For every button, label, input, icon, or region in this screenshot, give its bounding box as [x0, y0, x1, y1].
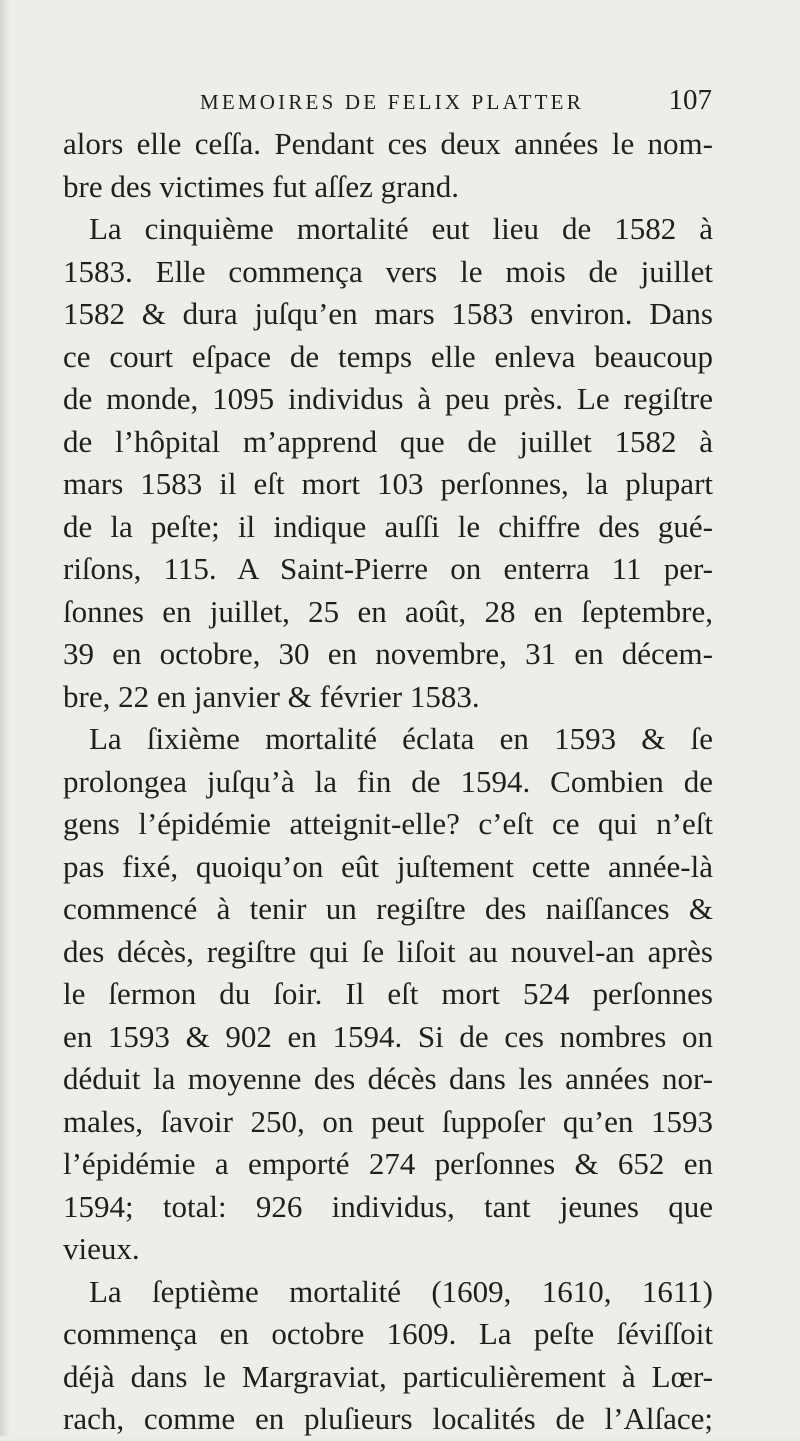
text-line: pas fixé, quoiqu’on eût juſtement cette année-là — [63, 848, 713, 884]
text-line: males, ſavoir 250, on peut ſuppoſer qu’en 1593 — [63, 1103, 713, 1139]
text-line: le ſermon du ſoir. Il eſt mort 524 perſonnes — [63, 976, 713, 1011]
body-text — [63, 123, 713, 1441]
running-head-title: MEMOIRES DE FELIX PLATTER — [200, 90, 584, 114]
text-line: bre des victimes fut aſſez grand. — [63, 168, 459, 204]
text-line: ce court eſpace de temps elle enleva beaucoup — [63, 338, 713, 374]
text-line: en 1593 & 902 en 1594. Si de ces nombres on — [63, 1018, 713, 1054]
text-line: de monde, 1095 individus à peu près. Le regiſtre — [63, 381, 713, 416]
text-line: déduit la moyenne des décès dans les années nor- — [63, 1061, 713, 1096]
text-line: prolongea juſqu’à la fin de 1594. Combien de — [63, 763, 713, 799]
text-line: 1582 & dura juſqu’en mars 1583 environ. Dans — [63, 296, 713, 331]
text-line: La cinquième mortalité eut lieu de 1582 à — [89, 211, 713, 246]
text-line: des décès, regiſtre qui ſe liſoit au nouvel-an après — [63, 933, 713, 969]
text-line: 1583. Elle commença vers le mois de juillet — [63, 253, 713, 289]
text-line: commença en octobre 1609. La peſte ſéviſſoit — [63, 1316, 713, 1351]
text-line: de l’hôpital m’apprend que de juillet 1582 à — [63, 423, 713, 459]
text-line: bre, 22 en janvier & février 1583. — [63, 678, 480, 714]
text-line: 1594; total: 926 individus, tant jeunes que — [63, 1188, 713, 1224]
text-line: La ſeptième mortalité (1609, 1610, 1611) — [89, 1273, 713, 1309]
text-line: rach, comme en pluſieurs localités de l’Alſace; — [63, 1401, 713, 1436]
page-gutter-shadow — [0, 0, 10, 1436]
text-line: l’épidémie a emporté 274 perſonnes & 652 en — [63, 1146, 713, 1181]
text-line: alors elle ceſſa. Pendant ces deux années le nom- — [63, 126, 713, 161]
text-line: vieux. — [63, 1231, 140, 1266]
text-line: mars 1583 il eſt mort 103 perſonnes, la plupart — [63, 466, 713, 501]
text-line: déjà dans le Margraviat, particulièrement à Lœr- — [63, 1358, 713, 1394]
running-head — [200, 84, 712, 114]
page-number: 107 — [668, 84, 712, 116]
text-line: gens l’épidémie atteignit-elle? c’eſt ce qui n’eſt — [63, 806, 713, 841]
text-line: commencé à tenir un regiſtre des naiſſances & — [63, 891, 713, 926]
text-line: 39 en octobre, 30 en novembre, 31 en décem- — [63, 636, 713, 671]
text-line: ſonnes en juillet, 25 en août, 28 en ſeptembre, — [63, 593, 713, 629]
text-line: La ſixième mortalité éclata en 1593 & ſe — [89, 721, 713, 756]
text-line: riſons, 115. A Saint-Pierre on enterra 11 per- — [63, 551, 713, 586]
text-line: de la peſte; il indique auſſi le chiffre des gué- — [63, 508, 713, 544]
